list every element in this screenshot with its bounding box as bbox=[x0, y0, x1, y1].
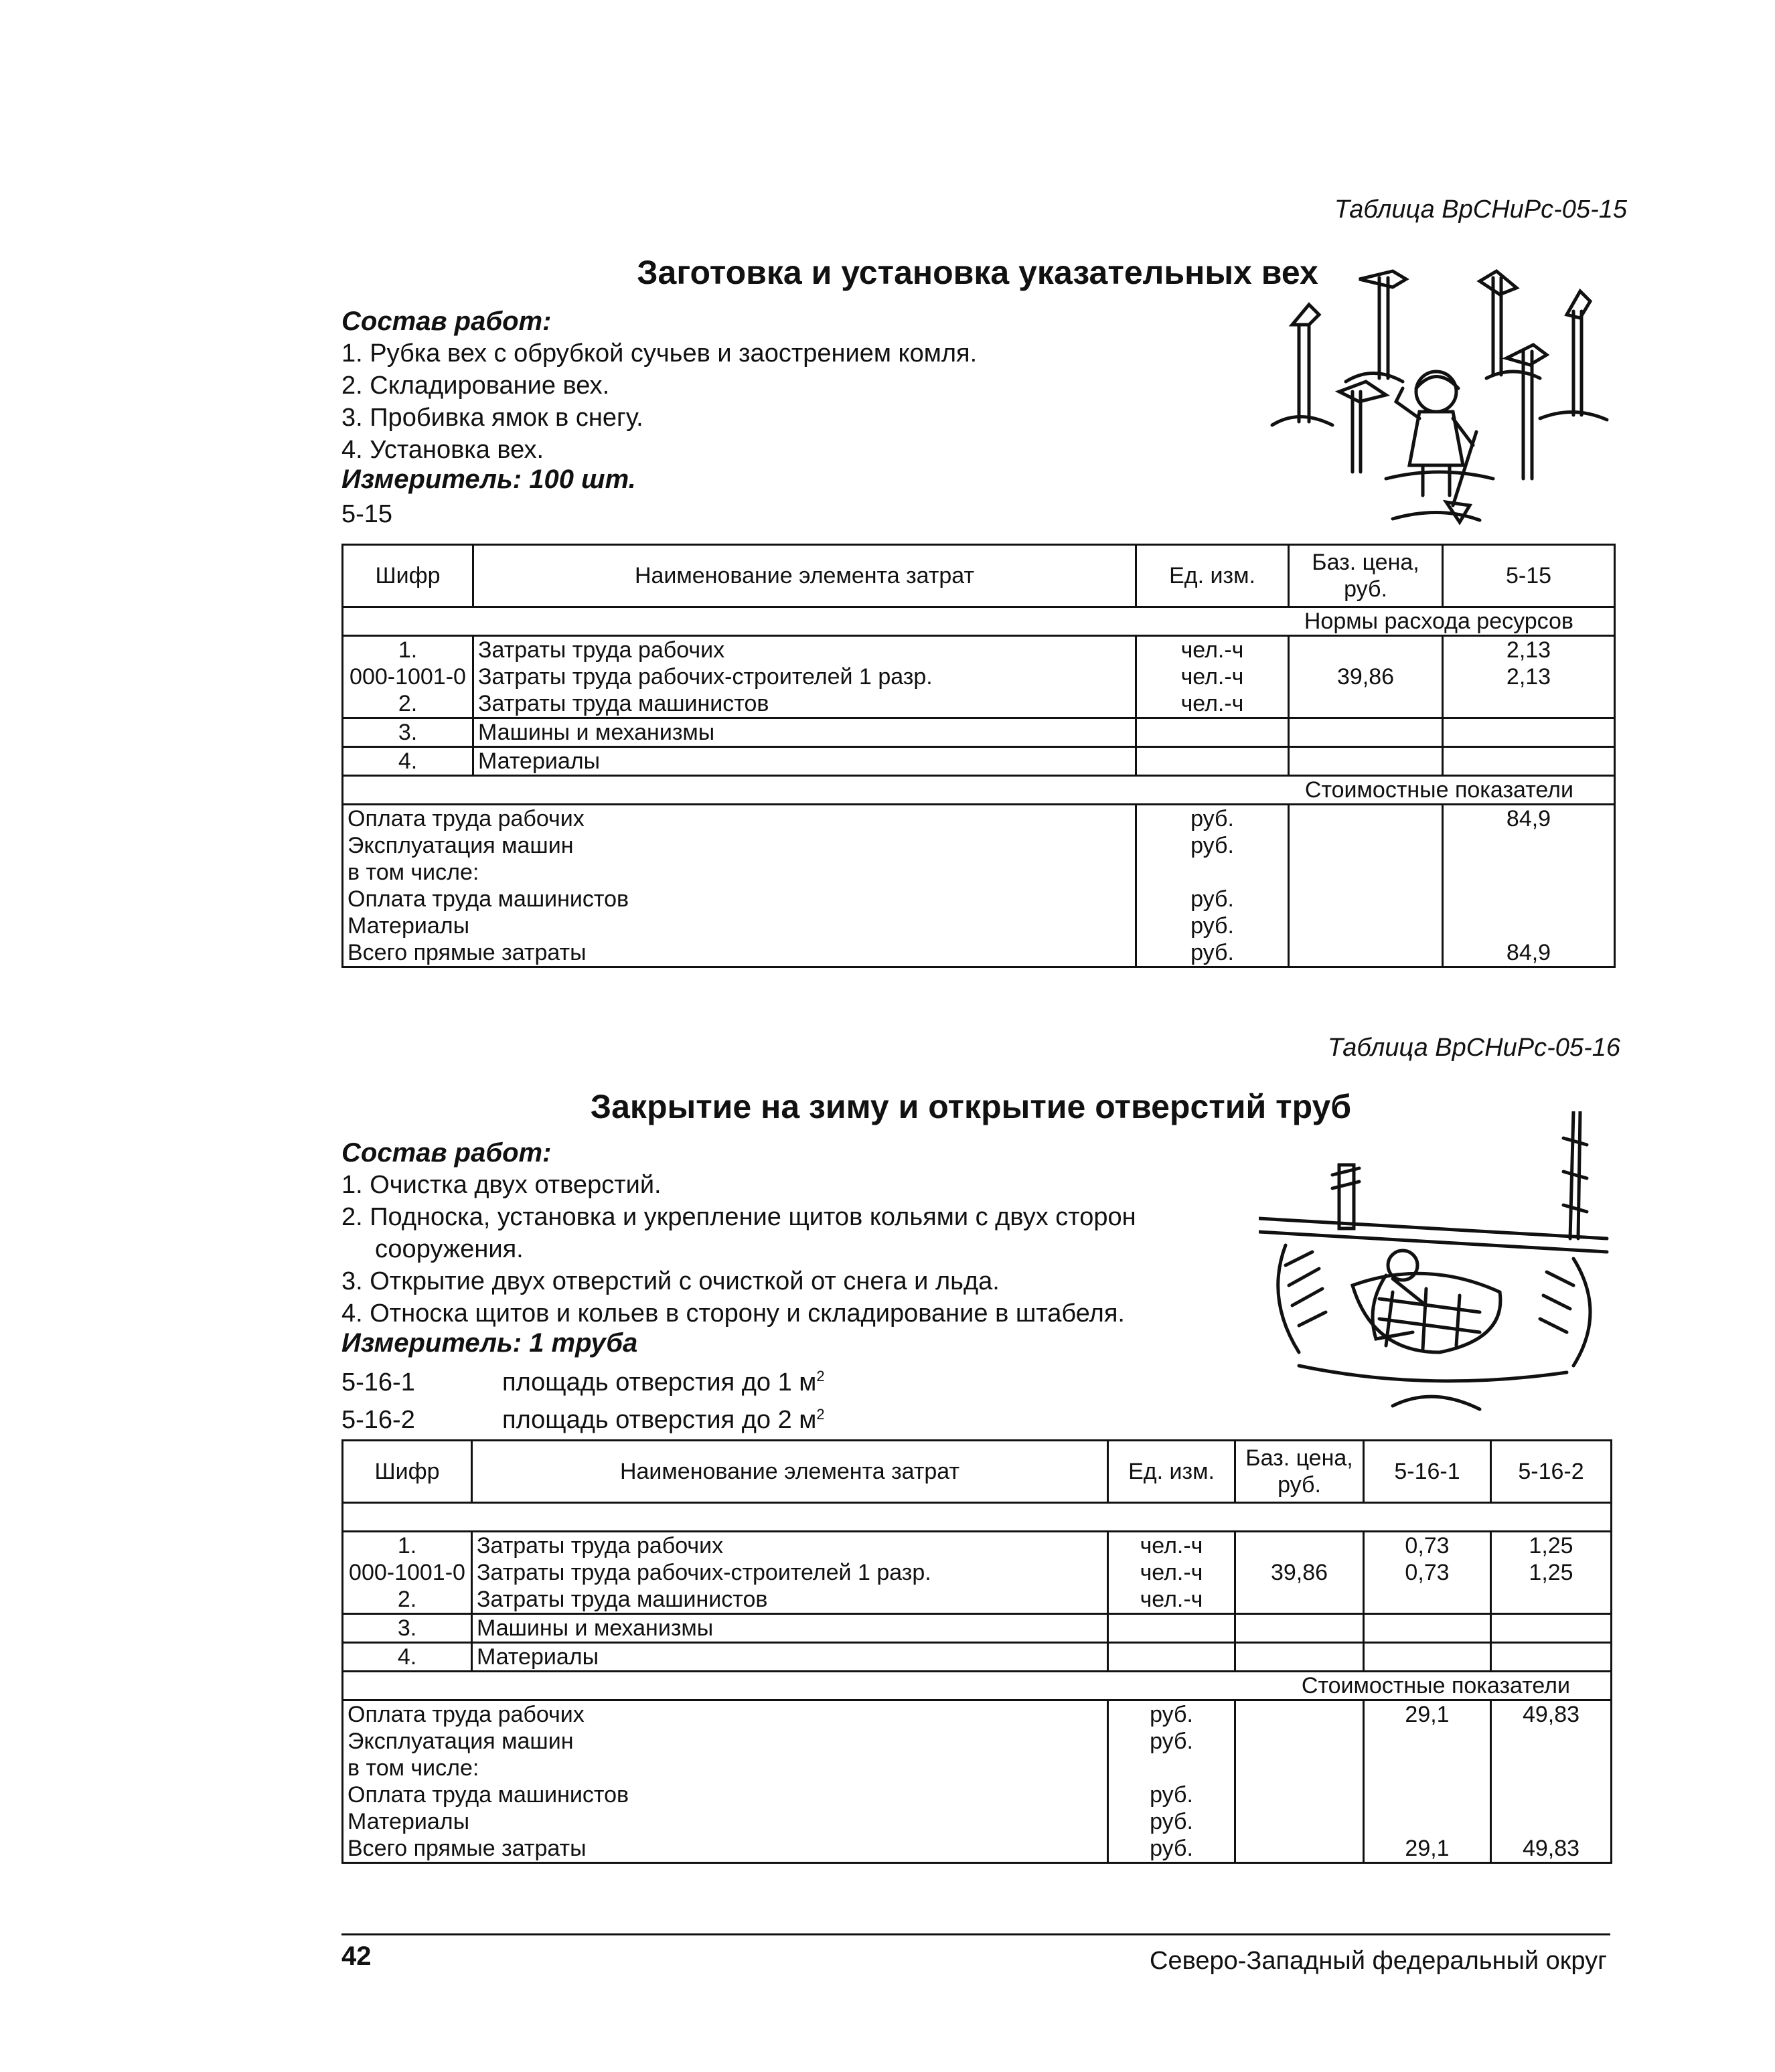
variant-list bbox=[341, 498, 502, 530]
cell-value: 2,13 bbox=[1443, 663, 1615, 690]
table-row bbox=[343, 1643, 1612, 1672]
cell-value bbox=[1491, 1614, 1612, 1643]
table-row bbox=[343, 832, 1615, 859]
cell-code: 3. bbox=[343, 718, 473, 747]
table-row bbox=[343, 1532, 1612, 1560]
cell-base-price bbox=[1235, 1700, 1364, 1729]
cell-value: 29,1 bbox=[1364, 1835, 1491, 1863]
cell-base-price bbox=[1235, 1808, 1364, 1835]
cell-name: Оплата труда рабочих bbox=[343, 805, 1136, 833]
cell-base-price bbox=[1289, 636, 1443, 664]
header-name: Наименование элемента затрат bbox=[473, 545, 1136, 607]
variant-superscript: 2 bbox=[816, 1368, 825, 1384]
cell-value bbox=[1443, 912, 1615, 939]
cell-unit: руб. bbox=[1136, 912, 1289, 939]
cell-base-price bbox=[1289, 805, 1443, 833]
signposts-in-snow-worker-icon bbox=[1259, 264, 1620, 526]
cell-unit bbox=[1136, 747, 1289, 776]
cell-value bbox=[1443, 859, 1615, 886]
header-variant: 5-16-2 bbox=[1491, 1441, 1612, 1503]
cell-code: 3. bbox=[343, 1614, 472, 1643]
cell-unit: руб. bbox=[1136, 832, 1289, 859]
work-composition-heading: Состав работ: bbox=[341, 1138, 552, 1168]
group-row-cost bbox=[343, 1672, 1612, 1700]
measure-unit: Измеритель: 1 труба bbox=[341, 1328, 638, 1358]
cell-code: 000-1001-0 bbox=[343, 1559, 472, 1586]
footer-region: Северо-Западный федеральный округ bbox=[1150, 1947, 1607, 1975]
cell-unit: чел.-ч bbox=[1136, 663, 1289, 690]
table-row bbox=[343, 747, 1615, 776]
cell-base-price bbox=[1289, 718, 1443, 747]
table-row bbox=[343, 859, 1615, 886]
table-row bbox=[343, 1614, 1612, 1643]
cell-value: 84,9 bbox=[1443, 805, 1615, 833]
header-code: Шифр bbox=[343, 1441, 472, 1503]
culvert-pipe-worker-icon bbox=[1259, 1111, 1614, 1419]
header-unit: Ед. изм. bbox=[1136, 545, 1289, 607]
cell-name: Эксплуатация машин bbox=[343, 1728, 1108, 1755]
cell-unit: руб. bbox=[1108, 1728, 1235, 1755]
cell-base-price bbox=[1235, 1835, 1364, 1863]
work-item: 1. Рубка вех с обрубкой сучьев и заострением комля. bbox=[341, 339, 978, 368]
cell-unit: руб. bbox=[1108, 1700, 1235, 1729]
table-row bbox=[343, 1700, 1612, 1729]
variant-code: 5-16-2 bbox=[341, 1406, 415, 1435]
cell-name: Затраты труда рабочих bbox=[472, 1532, 1108, 1560]
cell-value bbox=[1364, 1614, 1491, 1643]
cell-value bbox=[1491, 1586, 1612, 1614]
work-item: 3. Пробивка ямок в снегу. bbox=[341, 404, 643, 432]
work-item: 3. Открытие двух отверстий с очисткой от снега и льда. bbox=[341, 1267, 1000, 1295]
cell-base-price bbox=[1235, 1781, 1364, 1808]
cell-value bbox=[1364, 1781, 1491, 1808]
variant-row bbox=[341, 498, 502, 530]
table-row bbox=[343, 805, 1615, 833]
cell-base-price bbox=[1289, 832, 1443, 859]
cell-value: 1,25 bbox=[1491, 1559, 1612, 1586]
table-row bbox=[343, 1559, 1612, 1586]
group-title-norms bbox=[343, 1503, 1612, 1532]
cell-value bbox=[1443, 747, 1615, 776]
cell-value bbox=[1491, 1728, 1612, 1755]
cell-value: 0,73 bbox=[1364, 1532, 1491, 1560]
cell-name: Материалы bbox=[473, 747, 1136, 776]
cell-base-price: 39,86 bbox=[1235, 1559, 1364, 1586]
cell-name: Машины и механизмы bbox=[473, 718, 1136, 747]
cell-value: 1,25 bbox=[1491, 1532, 1612, 1560]
cell-base-price bbox=[1235, 1728, 1364, 1755]
cell-name: Материалы bbox=[472, 1643, 1108, 1672]
cell-base-price bbox=[1289, 886, 1443, 912]
cell-unit: руб. bbox=[1136, 939, 1289, 967]
cell-base-price bbox=[1235, 1643, 1364, 1672]
table-id: Таблица ВрСНиРс-05-16 bbox=[1327, 1034, 1620, 1062]
group-row-cost bbox=[343, 776, 1615, 805]
norms-table bbox=[341, 1439, 1612, 1864]
cell-unit: руб. bbox=[1136, 886, 1289, 912]
table-id: Таблица ВрСНиРс-05-15 bbox=[1334, 195, 1627, 224]
cell-base-price bbox=[1235, 1586, 1364, 1614]
cell-unit: руб. bbox=[1108, 1808, 1235, 1835]
cell-code: 4. bbox=[343, 747, 473, 776]
cell-name: Затраты труда машинистов bbox=[472, 1586, 1108, 1614]
cell-name: Машины и механизмы bbox=[472, 1614, 1108, 1643]
header-unit: Ед. изм. bbox=[1108, 1441, 1235, 1503]
cell-name: Оплата труда рабочих bbox=[343, 1700, 1108, 1729]
variant-description: площадь отверстия до 2 м bbox=[502, 1406, 817, 1435]
cell-code: 2. bbox=[343, 1586, 472, 1614]
cell-code: 1. bbox=[343, 1532, 472, 1560]
cell-name: Всего прямые затраты bbox=[343, 1835, 1108, 1863]
table-row bbox=[343, 1586, 1612, 1614]
cell-value bbox=[1364, 1755, 1491, 1781]
norms-table bbox=[341, 544, 1616, 968]
cell-value bbox=[1364, 1808, 1491, 1835]
cell-name: Материалы bbox=[343, 1808, 1108, 1835]
section-title: Заготовка и установка указательных вех bbox=[637, 254, 1318, 291]
cell-name: Эксплуатация машин bbox=[343, 832, 1136, 859]
work-item: 2. Подноска, установка и укрепление щитов кольями с двух сторон сооружения. bbox=[341, 1203, 1136, 1263]
cell-unit: чел.-ч bbox=[1108, 1532, 1235, 1560]
cell-value bbox=[1491, 1643, 1612, 1672]
work-item: 2. Складирование вех. bbox=[341, 372, 610, 400]
cell-name: Всего прямые затраты bbox=[343, 939, 1136, 967]
cell-name: Оплата труда машинистов bbox=[343, 886, 1136, 912]
cell-code: 4. bbox=[343, 1643, 472, 1672]
table-row bbox=[343, 912, 1615, 939]
cell-base-price bbox=[1289, 912, 1443, 939]
variant-code: 5-16-1 bbox=[341, 1368, 415, 1397]
table-row bbox=[343, 1755, 1612, 1781]
cell-unit bbox=[1108, 1755, 1235, 1781]
group-row-norms bbox=[343, 607, 1615, 636]
table-row bbox=[343, 1781, 1612, 1808]
page-number: 42 bbox=[341, 1941, 372, 1971]
cell-value bbox=[1364, 1728, 1491, 1755]
cell-base-price bbox=[1289, 939, 1443, 967]
variant-code: 5-15 bbox=[341, 500, 393, 528]
header-variant: 5-15 bbox=[1443, 545, 1615, 607]
variant-row bbox=[341, 1360, 825, 1399]
cell-base-price bbox=[1289, 747, 1443, 776]
variant-list bbox=[341, 1360, 825, 1436]
table-row bbox=[343, 939, 1615, 967]
cell-unit bbox=[1108, 1643, 1235, 1672]
work-item: 1. Очистка двух отверстий. bbox=[341, 1171, 662, 1199]
work-list bbox=[341, 1169, 1212, 1330]
group-title-cost: Стоимостные показатели bbox=[343, 776, 1615, 805]
variant-row bbox=[341, 1399, 825, 1437]
table-row bbox=[343, 663, 1615, 690]
cell-name: в том числе: bbox=[343, 859, 1136, 886]
cell-unit: чел.-ч bbox=[1108, 1559, 1235, 1586]
cell-value: 49,83 bbox=[1491, 1700, 1612, 1729]
cell-base-price: 39,86 bbox=[1289, 663, 1443, 690]
table-row bbox=[343, 636, 1615, 664]
cell-value: 49,83 bbox=[1491, 1835, 1612, 1863]
cell-base-price bbox=[1235, 1532, 1364, 1560]
cell-name: в том числе: bbox=[343, 1755, 1108, 1781]
group-title-cost: Стоимостные показатели bbox=[343, 1672, 1612, 1700]
header-name: Наименование элемента затрат bbox=[472, 1441, 1108, 1503]
header-base-price: Баз. цена, руб. bbox=[1289, 545, 1443, 607]
cell-code: 1. bbox=[343, 636, 473, 664]
work-list bbox=[341, 337, 1212, 466]
cell-value bbox=[1364, 1586, 1491, 1614]
cell-unit: чел.-ч bbox=[1136, 690, 1289, 718]
cell-value: 0,73 bbox=[1364, 1559, 1491, 1586]
variant-superscript: 2 bbox=[816, 1405, 825, 1423]
cell-base-price bbox=[1289, 690, 1443, 718]
cell-value: 84,9 bbox=[1443, 939, 1615, 967]
cell-value bbox=[1443, 690, 1615, 718]
cell-code: 000-1001-0 bbox=[343, 663, 473, 690]
header-base-price: Баз. цена, руб. bbox=[1235, 1441, 1364, 1503]
header-code: Шифр bbox=[343, 545, 473, 607]
cell-name: Оплата труда машинистов bbox=[343, 1781, 1108, 1808]
cell-base-price bbox=[1289, 859, 1443, 886]
cell-value bbox=[1491, 1781, 1612, 1808]
measure-unit: Измеритель: 100 шт. bbox=[341, 465, 636, 494]
work-item: 4. Относка щитов и кольев в сторону и складирование в штабеля. bbox=[341, 1299, 1125, 1328]
cell-value bbox=[1443, 886, 1615, 912]
cell-unit bbox=[1136, 718, 1289, 747]
footer-rule bbox=[341, 1933, 1610, 1935]
cell-value bbox=[1491, 1755, 1612, 1781]
cell-value bbox=[1491, 1808, 1612, 1835]
work-composition-heading: Состав работ: bbox=[341, 307, 552, 336]
table-row bbox=[343, 1835, 1612, 1863]
cell-base-price bbox=[1235, 1614, 1364, 1643]
cell-value bbox=[1364, 1643, 1491, 1672]
cell-name: Материалы bbox=[343, 912, 1136, 939]
cell-value: 2,13 bbox=[1443, 636, 1615, 664]
group-row-norms bbox=[343, 1503, 1612, 1532]
cell-code: 2. bbox=[343, 690, 473, 718]
cell-unit: руб. bbox=[1136, 805, 1289, 833]
cell-name: Затраты труда рабочих bbox=[473, 636, 1136, 664]
cell-unit: руб. bbox=[1108, 1781, 1235, 1808]
table-row bbox=[343, 690, 1615, 718]
cell-value bbox=[1443, 718, 1615, 747]
table-row bbox=[343, 1728, 1612, 1755]
cell-value: 29,1 bbox=[1364, 1700, 1491, 1729]
cell-unit: чел.-ч bbox=[1136, 636, 1289, 664]
cell-value bbox=[1443, 832, 1615, 859]
cell-unit bbox=[1108, 1614, 1235, 1643]
cell-name: Затраты труда машинистов bbox=[473, 690, 1136, 718]
work-item: 4. Установка вех. bbox=[341, 436, 544, 464]
cell-unit: чел.-ч bbox=[1108, 1586, 1235, 1614]
cell-unit bbox=[1136, 859, 1289, 886]
group-title-norms: Нормы расхода ресурсов bbox=[343, 607, 1615, 636]
cell-base-price bbox=[1235, 1755, 1364, 1781]
table-row bbox=[343, 718, 1615, 747]
section-title: Закрытие на зиму и открытие отверстий труб bbox=[590, 1088, 1352, 1125]
cell-unit: руб. bbox=[1108, 1835, 1235, 1863]
variant-description: площадь отверстия до 1 м bbox=[502, 1368, 817, 1397]
table-row bbox=[343, 1808, 1612, 1835]
header-variant: 5-16-1 bbox=[1364, 1441, 1491, 1503]
table-row bbox=[343, 886, 1615, 912]
cell-name: Затраты труда рабочих-строителей 1 разр. bbox=[473, 663, 1136, 690]
cell-name: Затраты труда рабочих-строителей 1 разр. bbox=[472, 1559, 1108, 1586]
